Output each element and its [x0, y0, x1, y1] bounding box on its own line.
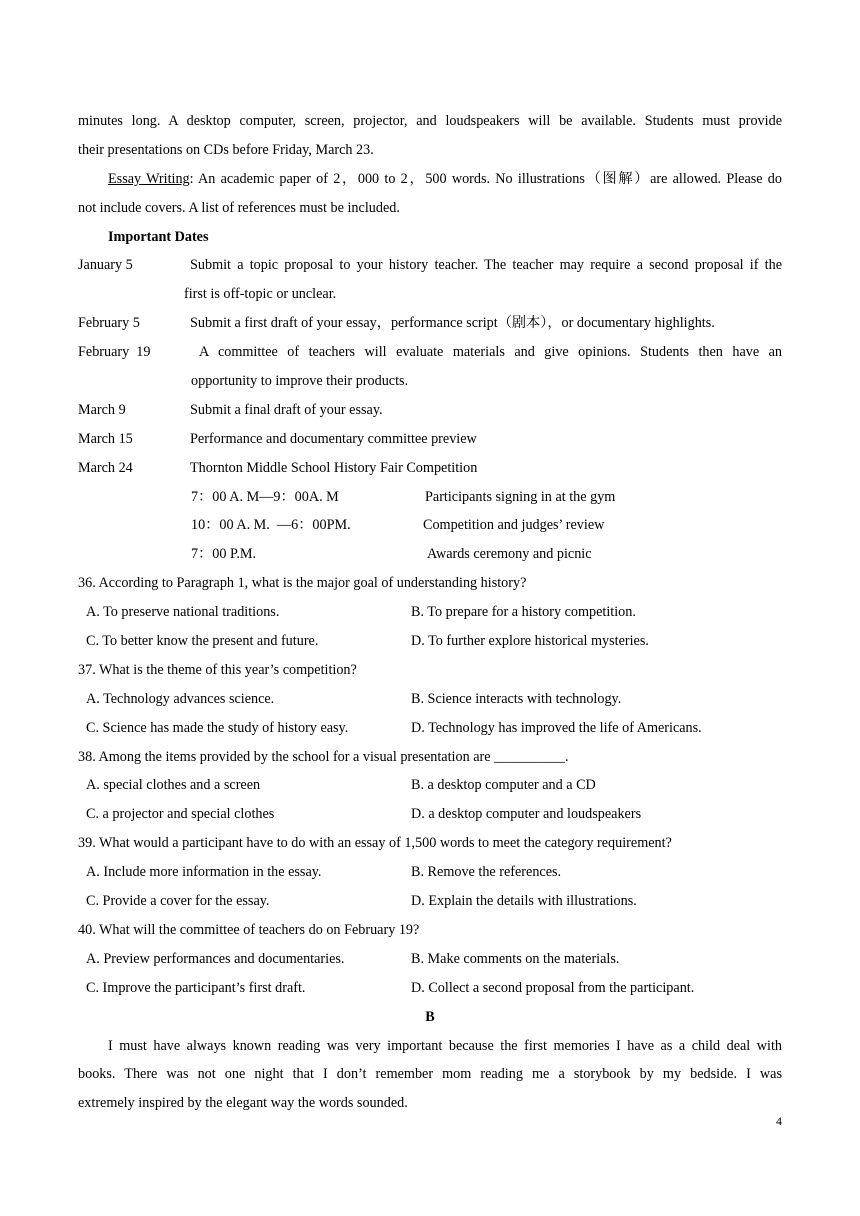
date-row [78, 425, 782, 454]
schedule-event: Participants signing in at the gym [425, 488, 616, 505]
option-d: D. To further explore historical mysteries. [411, 633, 649, 650]
option-c: C. Science has made the study of history easy. [86, 719, 349, 736]
option-a: A. special clothes and a screen [86, 777, 261, 794]
passage-line: books. There was not one night that I don’t remember mom reading me a storybook by my bedside. I was [78, 1066, 782, 1083]
date-label: March 15 [78, 430, 133, 447]
date-row [78, 454, 782, 483]
option-d: D. a desktop computer and loudspeakers [411, 806, 642, 823]
date-text: Thornton Middle School History Fair Competition [190, 459, 478, 476]
document-page [78, 107, 782, 1118]
passage-line: extremely inspired by the elegant way the words sounded. [78, 1095, 408, 1112]
option-row [78, 974, 782, 1003]
option-c: C. Provide a cover for the essay. [86, 893, 270, 910]
option-a: A. Technology advances science. [86, 690, 275, 707]
option-row [78, 945, 782, 974]
schedule-row [78, 511, 782, 540]
date-row [78, 251, 782, 280]
date-row-continuation [78, 280, 782, 309]
page-number: 4 [776, 1114, 782, 1128]
option-row [78, 685, 782, 714]
option-c: C. To better know the present and future. [86, 633, 319, 650]
option-a: A. To preserve national traditions. [86, 604, 280, 621]
option-c: C. Improve the participant’s first draft. [86, 979, 306, 996]
date-text: first is off-topic or unclear. [184, 286, 337, 303]
option-row [78, 598, 782, 627]
important-dates-heading: Important Dates [108, 228, 209, 245]
option-row [78, 800, 782, 829]
question-stem: 39. What would a participant have to do with an essay of 1,500 words to meet the category requirement? [78, 835, 672, 852]
date-text: Submit a first draft of your essay，performance script（剧本），or documentary highlights. [190, 315, 715, 332]
intro-line: their presentations on CDs before Friday, March 23. [78, 141, 374, 158]
date-label: March 9 [78, 401, 126, 418]
date-text: Performance and documentary committee preview [190, 430, 477, 447]
schedule-row [78, 540, 782, 569]
date-row [78, 309, 782, 338]
schedule-time: 7：00 P.M. [191, 546, 257, 563]
question-stem: 38. Among the items provided by the school for a visual presentation are __________. [78, 748, 569, 765]
option-a: A. Preview performances and documentaries. [86, 950, 345, 967]
option-d: D. Explain the details with illustrations. [411, 893, 637, 910]
option-b: B. Remove the references. [411, 864, 562, 881]
date-text: Submit a final draft of your essay. [190, 401, 383, 418]
essay-writing-line: not include covers. A list of references must be included. [78, 199, 400, 216]
option-row [78, 714, 782, 743]
option-row [78, 627, 782, 656]
schedule-event: Awards ceremony and picnic [427, 546, 592, 563]
schedule-time: 7：00 A. M—9：00A. M [191, 488, 339, 505]
date-label: February 5 [78, 315, 140, 332]
option-row [78, 771, 782, 800]
option-b: B. Make comments on the materials. [411, 950, 620, 967]
date-row [78, 396, 782, 425]
question-stem: 40. What will the committee of teachers do on February 19? [78, 921, 420, 938]
date-label: February 19 [78, 344, 151, 361]
schedule-event: Competition and judges’ review [423, 517, 605, 534]
date-text: A committee of teachers will evaluate materials and give opinions. Students then have an [199, 344, 782, 361]
question-stem: 37. What is the theme of this year’s competition? [78, 661, 357, 678]
schedule-time: 10：00 A. M. —6：00PM. [191, 517, 351, 534]
date-label: March 24 [78, 459, 133, 476]
option-c: C. a projector and special clothes [86, 806, 275, 823]
essay-writing-text: : An academic paper of 2，000 to 2，500 words. No illustrations（图解）are allowed. Please do [189, 170, 782, 187]
essay-writing-paragraph [78, 165, 782, 194]
schedule-row [78, 483, 782, 512]
option-b: B. a desktop computer and a CD [411, 777, 596, 794]
option-a: A. Include more information in the essay. [86, 864, 322, 881]
date-row-continuation [78, 367, 782, 396]
option-row [78, 858, 782, 887]
date-row [78, 338, 782, 367]
question-stem: 36. According to Paragraph 1, what is the major goal of understanding history? [78, 575, 527, 592]
date-text: opportunity to improve their products. [191, 373, 409, 390]
intro-line: minutes long. A desktop computer, screen, projector, and loudspeakers will be available. Students must provide [78, 113, 782, 129]
passage-line: I must have always known reading was very important because the first memories I have as a child deal with [108, 1037, 782, 1054]
option-d: D. Collect a second proposal from the participant. [411, 979, 695, 996]
option-d: D. Technology has improved the life of Americans. [411, 719, 702, 736]
date-label: January 5 [78, 257, 133, 274]
essay-writing-label: Essay Writing [108, 170, 190, 187]
option-b: B. To prepare for a history competition. [411, 604, 636, 621]
option-row [78, 887, 782, 916]
section-heading: B [425, 1008, 435, 1025]
option-b: B. Science interacts with technology. [411, 690, 622, 707]
date-text: Submit a topic proposal to your history teacher. The teacher may require a second proposal if the [190, 257, 782, 274]
